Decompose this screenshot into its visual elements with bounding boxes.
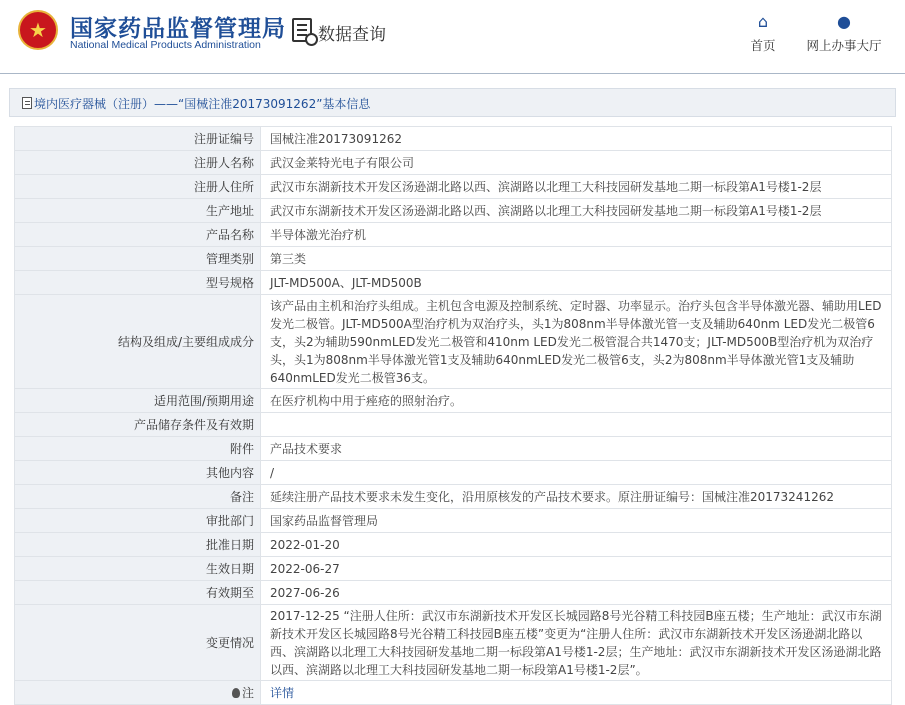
field-value: 第三类 [261, 247, 892, 271]
device-info-table [14, 126, 892, 705]
field-value: 国家药品监督管理局 [261, 509, 892, 533]
field-value: 该产品由主机和治疗头组成。主机包含电源及控制系统、定时器、功率显示。治疗头包含半导体激光器、辅助用LED发光二极管。JLT-MD500A型治疗机为双治疗头，头1为808nm半导体激光管一支及辅助640nm LED发光二极管6支，头2为辅助590nmLED发光二极管和410nm LED发光二极管混合共1470支；JLT-MD500B型治疗机为双治疗头，头1为808nm半导体激光管1支及辅助640nmLED发光二极管6支，头2为808nm半导体激光管1支及辅助640nmLED发光二极管36支。 [261, 295, 892, 389]
field-label: 产品储存条件及有效期 [15, 413, 261, 437]
table-row [15, 247, 892, 271]
field-value: 半导体激光治疗机 [261, 223, 892, 247]
national-emblem-logo: ★ [18, 10, 58, 50]
field-value: 2022-01-20 [261, 533, 892, 557]
field-label: 注册人名称 [15, 151, 261, 175]
field-label: 变更情况 [15, 605, 261, 681]
details-link[interactable]: 详情 [270, 685, 295, 700]
table-row [15, 581, 892, 605]
field-value: 2027-06-26 [261, 581, 892, 605]
field-value: 武汉金莱特光电子有限公司 [261, 151, 892, 175]
table-row [15, 485, 892, 509]
nav-home-label: 首页 [750, 38, 776, 53]
field-label: 适用范围/预期用途 [15, 389, 261, 413]
user-icon: ● [837, 12, 851, 31]
nav-online-hall-label: 网上办事大厅 [806, 38, 882, 53]
field-value [261, 413, 892, 437]
section-title: 数据查询 [318, 25, 386, 45]
agency-name-cn: 国家药品监督管理局 [70, 16, 286, 42]
field-value: 延续注册产品技术要求未发生变化，沿用原核发的产品技术要求。原注册证编号：国械注准20173241262 [261, 485, 892, 509]
field-label: 注册证编号 [15, 127, 261, 151]
home-icon: ⌂ [757, 12, 769, 31]
field-value: 在医疗机构中用于痤疮的照射治疗。 [261, 389, 892, 413]
data-query-icon [292, 18, 312, 42]
table-row [15, 461, 892, 485]
field-value: / [261, 461, 892, 485]
field-value: 武汉市东湖新技术开发区汤逊湖北路以西、滨湖路以北理工大科技园研发基地二期一标段第A1号楼1-2层 [261, 199, 892, 223]
breadcrumb-text: 境内医疗器械（注册）——“国械注准20173091262”基本信息 [34, 97, 371, 111]
field-label: 附件 [15, 437, 261, 461]
note-label-cell [15, 681, 261, 705]
field-label: 生效日期 [15, 557, 261, 581]
field-label: 管理类别 [15, 247, 261, 271]
lightbulb-icon [232, 688, 240, 698]
field-value: 产品技术要求 [261, 437, 892, 461]
field-label: 注册人住所 [15, 175, 261, 199]
table-row [15, 413, 892, 437]
breadcrumb [9, 88, 896, 117]
field-value: 武汉市东湖新技术开发区汤逊湖北路以西、滨湖路以北理工大科技园研发基地二期一标段第A1号楼1-2层 [261, 175, 892, 199]
field-label: 结构及组成/主要组成成分 [15, 295, 261, 389]
field-value: 2017-12-25 “注册人住所：武汉市东湖新技术开发区长城园路8号光谷精工科技园B座五楼；生产地址：武汉市东湖新技术开发区长城园路8号光谷精工科技园B座五楼”变更为“注册人住所：武汉市东湖新技术开发区汤逊湖北路以西、滨湖路以北理工大科技园研发基地二期一标段第A1号楼1-2层；生产地址：武汉市东湖新技术开发区汤逊湖北路以西、滨湖路以北理工大科技园研发基地二期一标段第A1号楼1-2层”。 [261, 605, 892, 681]
field-value: 国械注准20173091262 [261, 127, 892, 151]
field-value: 2022-06-27 [261, 557, 892, 581]
table-row [15, 509, 892, 533]
field-label: 批准日期 [15, 533, 261, 557]
table-row [15, 437, 892, 461]
field-label: 注 [241, 686, 254, 700]
table-row [15, 199, 892, 223]
field-value: JLT-MD500A、JLT-MD500B [261, 271, 892, 295]
table-row [15, 151, 892, 175]
table-row [15, 127, 892, 151]
agency-name-en: National Medical Products Administration [70, 39, 261, 51]
field-label: 产品名称 [15, 223, 261, 247]
site-header [0, 0, 905, 74]
field-label: 审批部门 [15, 509, 261, 533]
table-row [15, 295, 892, 389]
nav-home-link[interactable] [744, 14, 782, 54]
note-value-cell [261, 681, 892, 705]
table-row [15, 271, 892, 295]
document-icon [22, 97, 32, 109]
table-row [15, 681, 892, 705]
field-label: 其他内容 [15, 461, 261, 485]
nav-online-hall-link[interactable] [804, 14, 884, 54]
table-row [15, 223, 892, 247]
field-label: 生产地址 [15, 199, 261, 223]
table-row [15, 175, 892, 199]
table-row [15, 389, 892, 413]
field-label: 型号规格 [15, 271, 261, 295]
field-label: 有效期至 [15, 581, 261, 605]
field-label: 备注 [15, 485, 261, 509]
table-row [15, 533, 892, 557]
table-row [15, 557, 892, 581]
table-row [15, 605, 892, 681]
